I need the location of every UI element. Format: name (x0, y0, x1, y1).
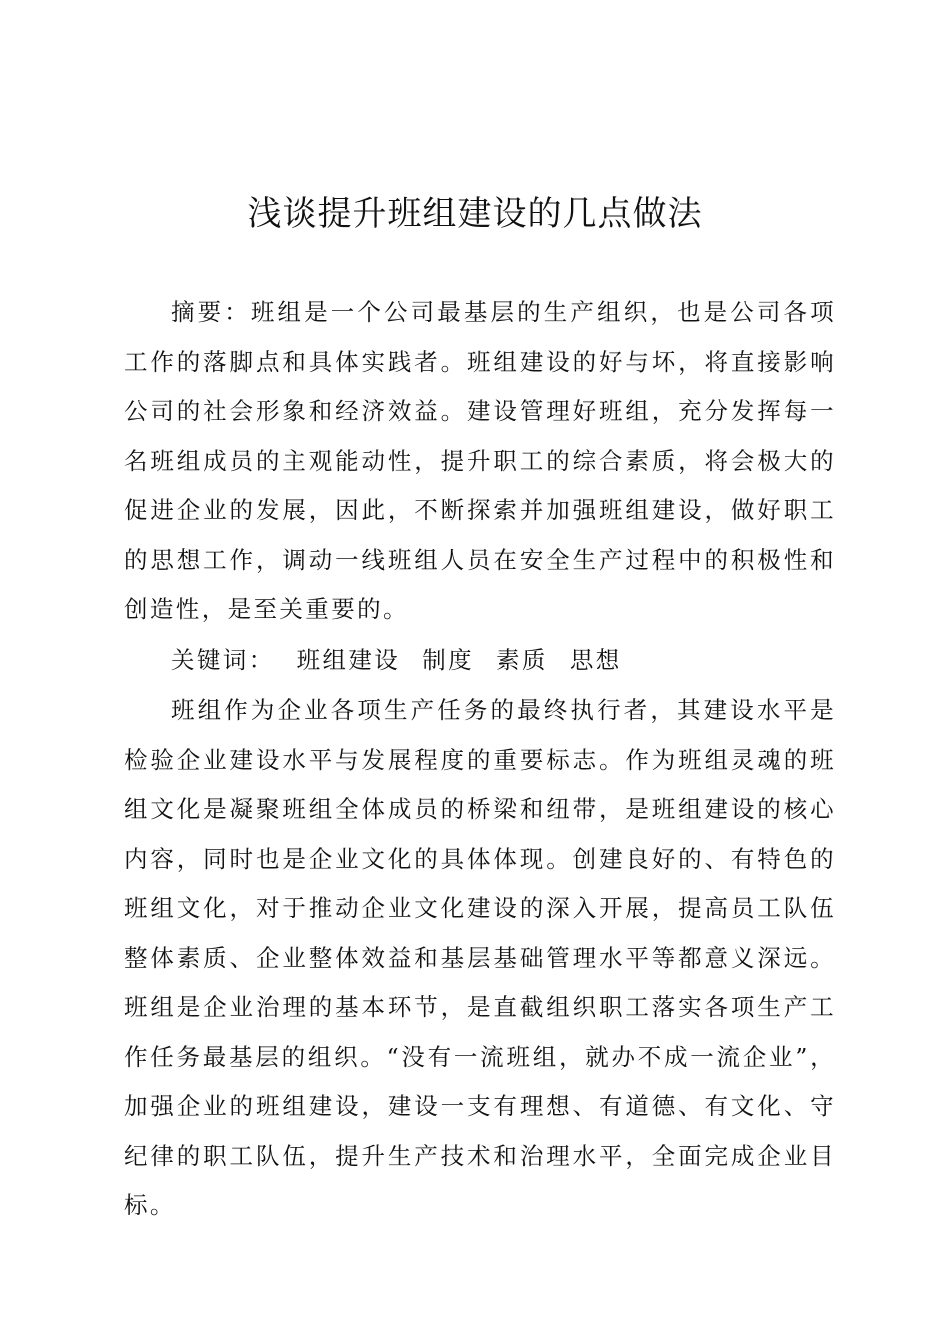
keyword-item: 班组建设 (296, 646, 401, 674)
keyword-item: 素质 (496, 646, 548, 674)
abstract-paragraph: 摘要：班组是一个公司最基层的生产组织，也是公司各项工作的落脚点和具体实践者。班组建设的好与坏，将直接影响公司的社会形象和经济效益。建设管理好班组，充分发挥每一名班组成员的主观能动性，提升职工的综合素质，将会极大的促进企业的发展，因此，不断探索并加强班组建设，做好职工的思想工作，调动一线班组人员在安全生产过程中的积极性和创造性，是至关重要的。 (124, 298, 836, 623)
abstract-section (124, 288, 836, 635)
keyword-item: 制度 (422, 646, 475, 674)
body-paragraph: 班组作为企业各项生产任务的最终执行者，其建设水平是检验企业建设水平与发展程度的重要标志。作为班组灵魂的班组文化是凝聚班组全体成员的桥梁和纽带，是班组建设的核心内容，同时也是企业文化的具体体现。创建良好的、有特色的班组文化，对于推动企业文化建设的深入开展，提高员工队伍整体素质、企业整体效益和基层基础管理水平等都意义深远。班组是企业治理的基本环节，是直截组织职工落实各项生产工作任务最基层的组织。“没有一流班组，就办不成一流企业”，加强企业的班组建设，建设一支有理想、有道德、有文化、守纪律的职工队伍，提升生产技术和治理水平，全面完成企业目标。 (124, 696, 836, 1219)
keywords-label: 关键词： (171, 646, 275, 674)
main-body (124, 686, 836, 1231)
keywords-section (124, 636, 836, 686)
keywords-line (124, 636, 836, 686)
keyword-item: 思想 (569, 646, 622, 674)
document-title: 浅谈提升班组建设的几点做法 (247, 194, 703, 234)
